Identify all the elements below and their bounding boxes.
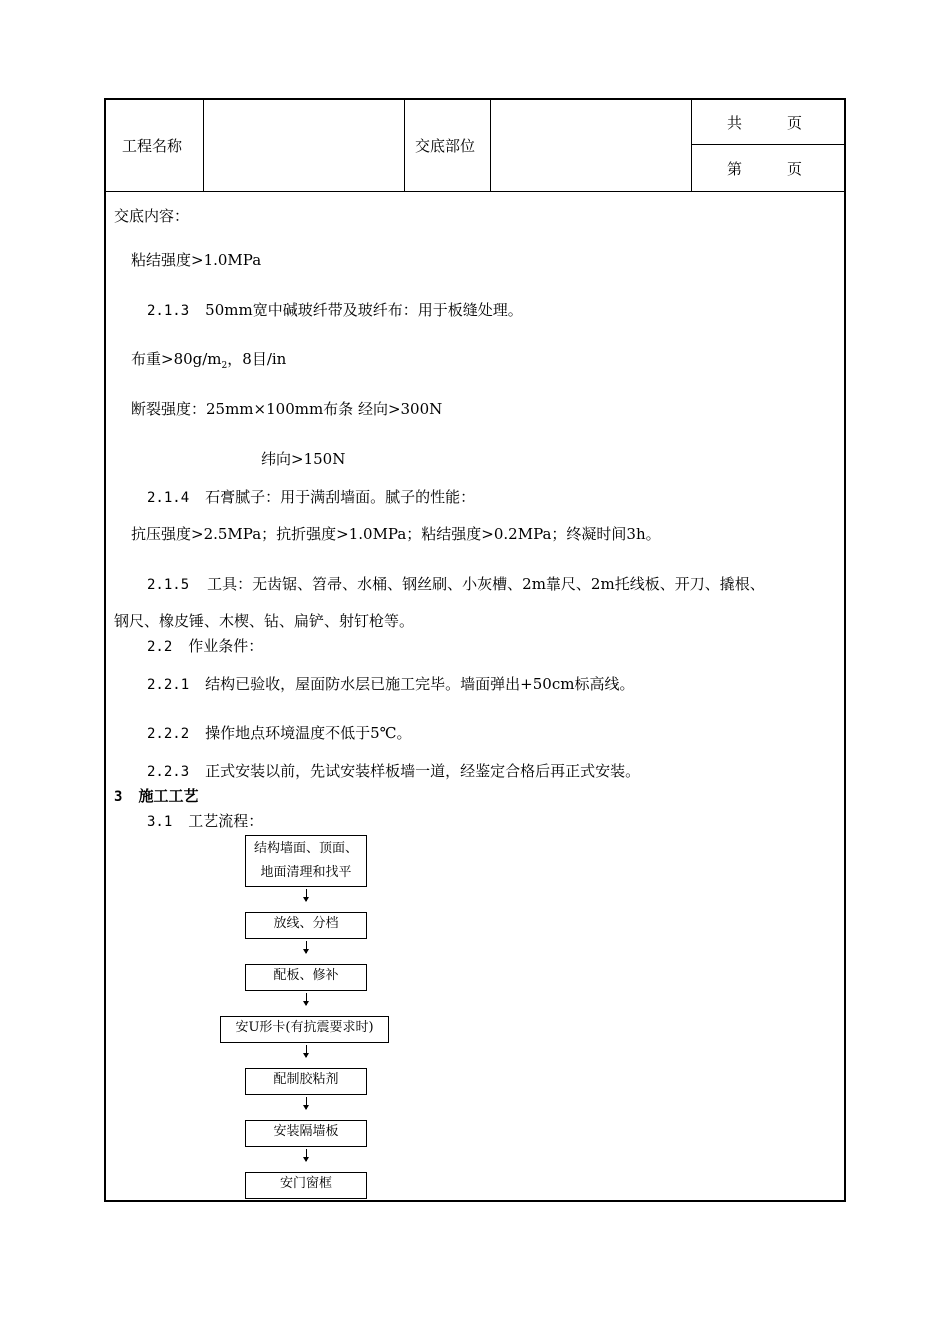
flow-step-u-clip: 安U形卡(有抗震要求时) [220,1016,389,1043]
clause-number: 2.1.4 [147,490,190,506]
clause-text: 工艺流程： [188,812,264,830]
content-label: 交底内容： [114,207,190,225]
flow-arrow [306,993,307,1005]
clause-text: 工具：无齿锯、笤帚、水桶、钢丝刷、小灰槽、2m靠尺、2m托线板、开刀、撬根、 [207,575,765,593]
clause-number: 3.1 [147,814,173,830]
flow-step-adhesive: 配制胶粘剂 [245,1068,367,1095]
content-line [147,674,634,695]
flow-arrow [306,1149,307,1161]
section-heading [114,786,198,807]
content-line: 抗压强度>2.5MPa；抗折强度>1.0MPa；粘结强度>0.2MPa；终凝时间3h。 [131,525,661,543]
clause-number: 2.2.2 [147,726,190,742]
clause-text: 结构已验收，屋面防水层已施工完毕。墙面弹出+50cm标高线。 [205,675,635,693]
clause-text: 布重>80g/m [131,350,222,368]
content-line [147,761,640,782]
header-divider-1 [203,99,204,191]
header-divider-3 [490,99,491,191]
content-line [147,723,411,744]
content-line: 断裂强度：25mm×100mm布条 经向>300N [131,400,443,418]
clause-number: 2.2.3 [147,764,190,780]
flow-step-clean-level [245,835,367,887]
content-line: 粘结强度>1.0MPa [131,251,262,269]
clause-text: 石膏腻子：用于满刮墙面。腻子的性能： [205,488,476,506]
content-line [147,300,523,321]
flow-step-panel-prep: 配板、修补 [245,964,367,991]
content-line [147,636,263,657]
section-number: 3 [114,789,123,805]
content-line [147,574,765,595]
clause-text: 50mm宽中碱玻纤带及玻纤布：用于板缝处理。 [205,301,523,319]
flow-arrow [306,1097,307,1109]
clause-number: 2.1.5 [147,577,190,593]
flow-step-install-wall: 安装隔墙板 [245,1120,367,1147]
clause-text: 作业条件： [188,637,264,655]
subscript-text: 2 [221,361,228,371]
content-line [147,811,263,832]
flow-arrow [306,941,307,953]
content-line [147,487,475,508]
header-divider-2 [404,99,405,191]
page-count-divider [692,144,845,145]
flow-step-label: 结构墙面、顶面、 [253,841,358,856]
clause-text: 操作地点环境温度不低于5℃。 [205,724,412,742]
clause-number: 2.1.3 [147,303,190,319]
project-name-label: 工程名称 [122,137,183,155]
flow-step-door-frame: 安门窗框 [245,1172,367,1199]
clause-text: 正式安装以前，先试安装样板墙一道，经鉴定合格后再正式安装。 [205,762,641,780]
total-pages: 共 页 [727,114,803,132]
flow-step-layout: 放线、分档 [245,912,367,939]
flow-step-label: 地面清理和找平 [260,865,352,880]
clause-number: 2.2 [147,639,173,655]
handover-part-label: 交底部位 [415,137,476,155]
content-line: 钢尺、橡皮锤、木楔、钻、扁铲、射钉枪等。 [114,612,415,630]
flow-arrow [306,889,307,901]
content-line [131,349,286,376]
clause-number: 2.2.1 [147,677,190,693]
header-divider-4 [691,99,692,191]
header-bottom-rule [105,191,845,192]
page-number: 第 页 [727,160,803,178]
flow-arrow [306,1045,307,1057]
clause-text: ，8目/in [227,350,287,368]
content-line: 纬向>150N [261,450,346,468]
section-title: 施工工艺 [138,787,199,805]
